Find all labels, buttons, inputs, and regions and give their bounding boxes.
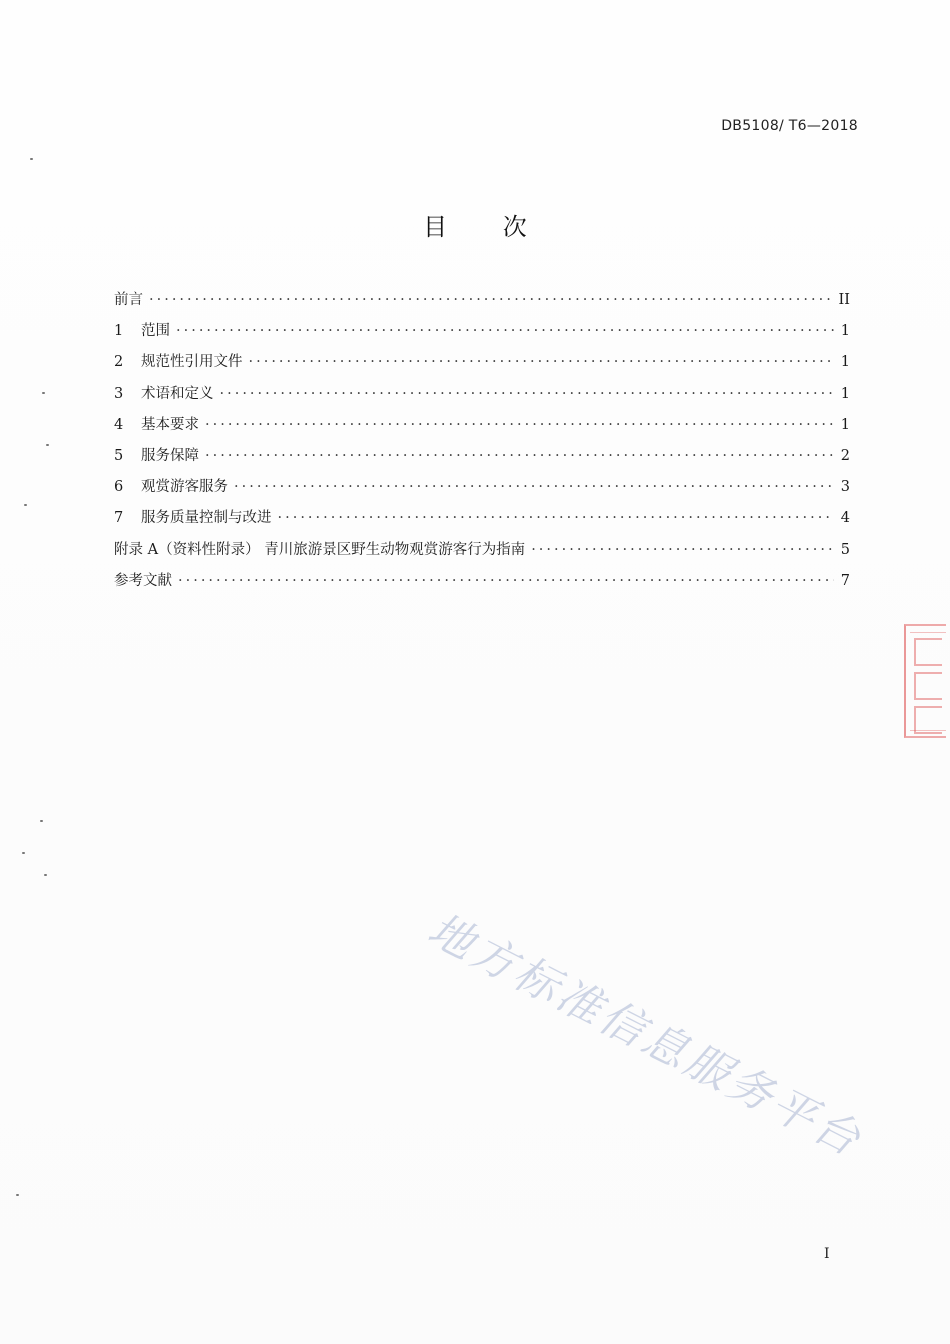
toc-entry-page: 1 [840,354,850,371]
toc-entry-page: 5 [840,541,850,558]
scan-speck [22,852,25,854]
toc-entry-label: 规范性引用文件 [141,354,243,371]
toc-entry-foreword[interactable] [114,288,850,319]
toc-leader-dots [205,417,834,433]
toc-entry-label: 参考文献 [114,572,172,589]
toc-entry-basic-requirements[interactable] [114,413,850,444]
toc-entry-label: 前言 [114,292,143,308]
toc-leader-dots [220,386,835,402]
toc-entry-number: 3 [114,385,124,402]
toc-leader-dots [205,448,834,464]
toc-leader-dots [178,573,834,589]
toc-entry-label: 观赏游客服务 [141,479,228,496]
toc-entry-page: 3 [840,479,850,496]
toc-leader-dots [531,542,834,558]
stamp-glyph [914,638,942,666]
toc-entry-service-guarantee[interactable] [114,444,850,475]
page-number: I [824,1246,830,1262]
toc-entry-label: 范围 [141,323,170,340]
toc-leader-dots [234,479,834,495]
document-code: DB5108/ T6—2018 [721,118,858,134]
watermark-text: 地方标准信息服务平台 [419,903,871,1168]
toc-entry-number: 7 [114,510,124,527]
scan-speck [24,504,27,506]
toc-entry-page: 2 [840,447,850,464]
toc-entry-visitor-service[interactable] [114,475,850,506]
stamp-line [910,730,946,731]
scan-speck [40,820,43,822]
toc-entry-page: 7 [840,572,850,589]
toc-entry-appendix-a[interactable] [114,538,850,569]
toc-entry-page: 1 [840,385,850,402]
toc-entry-page: II [838,292,850,308]
scan-speck [46,444,49,446]
toc-entry-number: 6 [114,479,124,496]
toc-leader-dots [149,292,834,308]
table-of-contents [114,288,850,600]
toc-entry-label: 附录 A（资料性附录） 青川旅游景区野生动物观赏游客行为指南 [114,541,526,558]
toc-leader-dots [249,354,835,370]
toc-entry-label: 服务质量控制与改进 [141,510,272,527]
scan-speck [30,158,33,160]
scan-speck [42,392,45,394]
toc-entry-terms-definitions[interactable] [114,382,850,413]
stamp-glyph [914,672,942,700]
toc-entry-label: 服务保障 [141,447,199,464]
toc-entry-page: 4 [840,510,850,527]
toc-entry-quality-control[interactable] [114,506,850,537]
toc-entry-number: 1 [114,323,124,340]
toc-leader-dots [278,510,835,526]
toc-entry-number: 4 [114,416,124,433]
toc-entry-label: 基本要求 [141,416,199,433]
red-seal-stamp [904,624,946,738]
toc-entry-normative-references[interactable] [114,350,850,381]
toc-entry-scope[interactable] [114,319,850,350]
toc-entry-bibliography[interactable] [114,569,850,600]
toc-entry-number: 5 [114,447,124,464]
toc-entry-label: 术语和定义 [141,385,214,402]
toc-entry-page: 1 [840,416,850,433]
scan-speck [16,1194,19,1196]
scan-speck [44,874,47,876]
stamp-line [910,632,946,633]
toc-title: 目 次 [423,213,551,241]
toc-entry-number: 2 [114,354,124,371]
toc-entry-page: 1 [840,323,850,340]
toc-leader-dots [176,323,834,339]
